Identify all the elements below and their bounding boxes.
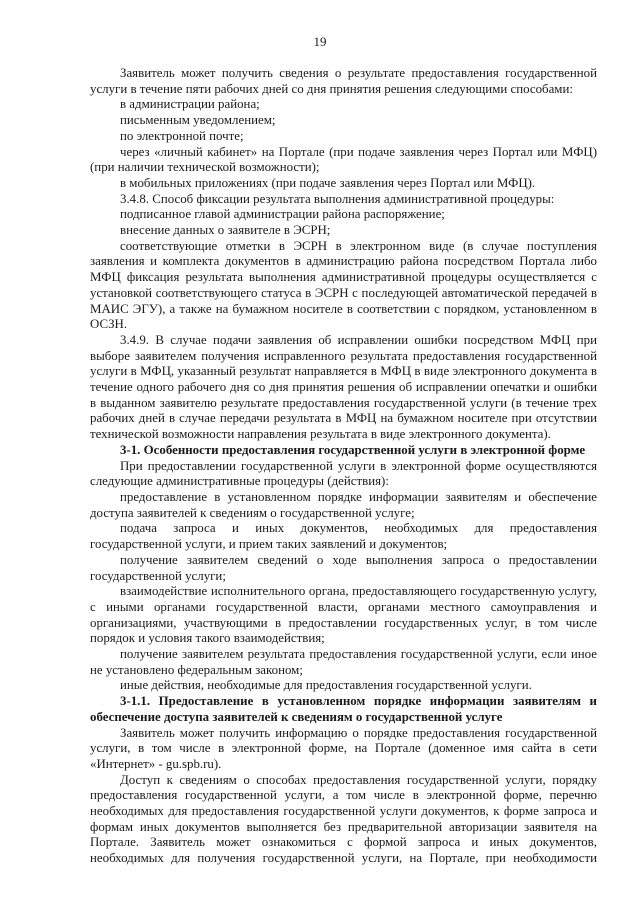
paragraph: соответствующие отметки в ЭСРН в электронном виде (в случае поступления заявления и комплекта документов в администрацию района посредством Портала либо МФЦ фиксация результата выполнения административной процедуры осуществляется с установкой соответствующего статуса в ЭСРН с последующей автоматической передачей в МАИС ЭГУ), а также на бумажном носителе в соответствии с порядком, установленном в ОСЗН. [90,238,597,332]
paragraph: подача запроса и иных документов, необходимых для предоставления государственной услуги, и прием таких заявлений и документов; [90,521,597,552]
paragraph: подписанное главой администрации района распоряжение; [120,207,445,222]
section-heading: 3-1. Особенности предоставления государственной услуги в электронной форме [120,442,586,457]
paragraph: через «личный кабинет» на Портале (при подаче заявления через Портал или МФЦ) (при наличии технической возможности); [90,144,597,175]
paragraph: иные действия, необходимые для предоставления государственной услуги. [120,678,532,693]
page-number: 19 [313,34,327,49]
paragraph: получение заявителем сведений о ходе выполнения запроса о предоставлении государственной услуги; [90,552,597,583]
document-body [90,66,597,867]
paragraph: Заявитель может получить информацию о порядке предоставления государственной услуги, в том числе в электронной форме, на Портале (доменное имя сайта в сети «Интернет» - gu.spb.ru). [90,725,597,771]
paragraph: в мобильных приложениях (при подаче заявления через Портал или МФЦ). [120,175,536,190]
paragraph: взаимодействие исполнительного органа, предоставляющего государственную услугу, с иными органами государственной власти, органами местного самоуправления и организациями, участвующими в предоставлении государственных услуг, в том числе порядок и условия такого взаимодействия; [90,584,597,646]
paragraph: При предоставлении государственной услуги в электронной форме осуществляются следующие административные процедуры (действия): [90,458,597,489]
paragraph: Доступ к сведениям о способах предоставления государственной услуги, порядку предоставления государственной услуги, а том числе в электронной форме, перечню необходимых для предоставления государственной услуги документов, к форме запроса и формам иных документов выполняется без предварительной авторизации заявителя на Портале. Заявитель может ознакомиться с формой запроса и иных документов, необходимых для получения государственной услуги, на Портале, при необходимости [90,772,597,866]
paragraph: Заявитель может получить сведения о результате предоставления государственной услуги в течение пяти рабочих дней со дня принятия решения следующими способами: [90,66,597,96]
paragraph: 3.4.9. В случае подачи заявления об исправлении ошибки посредством МФЦ при выборе заявителем получения исправленного результата предоставления государственной услуги в МФЦ, указанный результат направляется в МФЦ в виде электронного документа в течение одного рабочего дня со дня принятия решения об исправлении опечатки и ошибки в выданном заявителю результате предоставления государственной услуги (в течение трех рабочих дней в случае передачи результата в МФЦ на бумажном носителе при отсутствии технической возможности направления результата в виде электронного документа). [90,332,597,442]
paragraph: в администрации района; [120,97,260,112]
paragraph: внесение данных о заявителе в ЭСРН; [120,223,331,238]
section-heading: 3-1.1. Предоставление в установленном порядке информации заявителям и обеспечение доступа заявителей к сведениям о государственной услуге [90,694,597,724]
paragraph: получение заявителем результата предоставления государственной услуги, если иное не установлено федеральным законом; [90,647,597,677]
paragraph: 3.4.8. Способ фиксации результата выполнения административной процедуры: [120,191,555,206]
paragraph: письменным уведомлением; [120,113,276,128]
paragraph: по электронной почте; [120,128,244,143]
paragraph: предоставление в установленном порядке информации заявителям и обеспечение доступа заявителей к сведениям о государственной услуге; [90,489,597,520]
